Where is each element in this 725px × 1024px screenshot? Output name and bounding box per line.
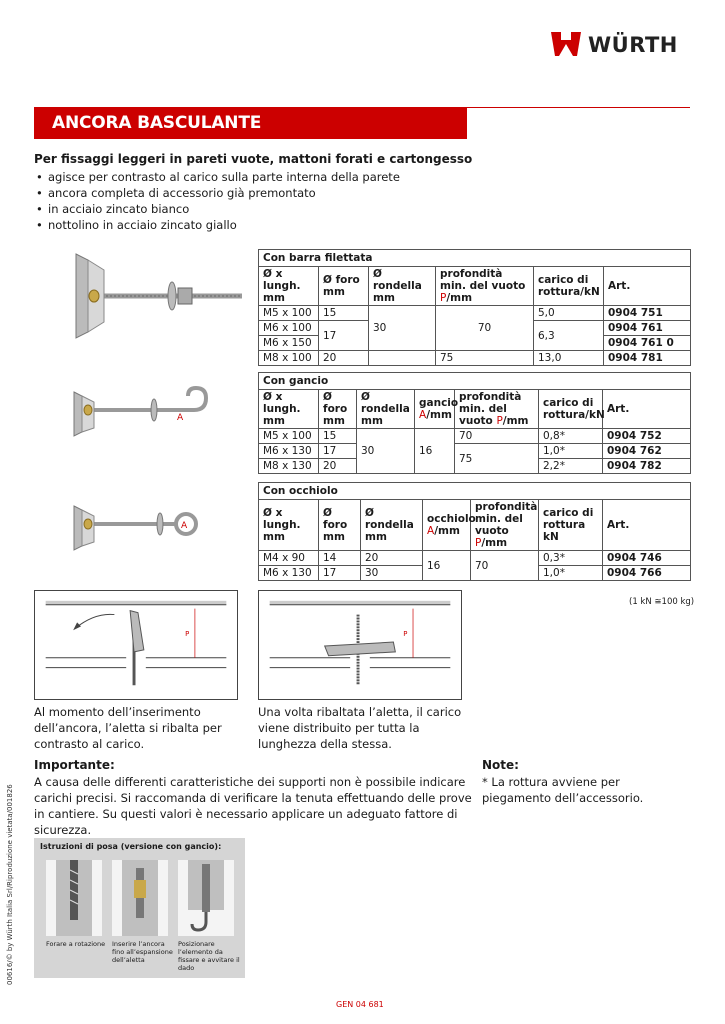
diagram-label-p: P: [185, 630, 190, 639]
feature-item: • ancora completa di accessorio già premontato: [34, 185, 684, 201]
anchor-threaded-rod-image: [64, 250, 250, 340]
hook-fasten-icon: [178, 860, 234, 936]
step-caption: Forare a rotazione: [46, 940, 106, 948]
title-bar: [34, 107, 467, 139]
brand-name: WÜRTH: [588, 33, 678, 57]
instructions-title: Istruzioni di posa (versione con gancio):: [40, 842, 222, 851]
step-insert-image: [112, 860, 168, 936]
table-caption: Con gancio: [259, 373, 691, 390]
table-row: M8 x 130 20 2,2* 0904 782: [259, 459, 691, 474]
table-row: M6 x 100 17 6,3 0904 761: [259, 321, 691, 336]
table-row: M5 x 100 15 30 16 70 0,8* 0904 752: [259, 429, 691, 444]
notes-heading: Note:: [482, 758, 519, 772]
table-row: M4 x 90 14 20 16 70 0,3* 0904 746: [259, 551, 691, 566]
diagram-label-a: A: [177, 413, 184, 423]
feature-list: [34, 169, 684, 233]
col-header: profondità min. del vuoto P/mm: [436, 267, 534, 306]
diagram-insertion-drawing: [35, 591, 237, 699]
diagram-loaded: [258, 590, 462, 700]
anchor-hook-image: [64, 380, 214, 450]
col-header: Art.: [604, 267, 691, 306]
caption-insertion: Al momento dell’inserimento dell’ancora, l’aletta si ribalta per contrasto al carico.: [34, 705, 222, 751]
col-header: carico di rottura/kN: [534, 267, 604, 306]
diagram-loaded-drawing: [259, 591, 461, 699]
unit-note: (1 kN ≅100 kg): [629, 597, 695, 607]
important-section: [34, 758, 474, 838]
diagram-label-a: A: [181, 521, 188, 531]
document-code: GEN 04 681: [336, 1000, 384, 1009]
table-caption: Con occhiolo: [259, 483, 691, 500]
insert-anchor-icon: [112, 860, 168, 936]
step-caption: Inserire l’ancora fino all’espansione dell’aletta: [112, 940, 173, 964]
table-caption: Con barra filettata: [259, 250, 691, 267]
feature-item: • nottolino in acciaio zincato giallo: [34, 217, 684, 233]
table-eye: [258, 482, 691, 581]
table-row: M6 x 130 17 30 1,0* 0904 766: [259, 566, 691, 581]
intro-section: [34, 152, 684, 233]
drill-icon: [46, 860, 102, 936]
diagram-label-p: P: [403, 630, 408, 639]
table-row: M5 x 100 15 30 70 5,0 0904 751: [259, 306, 691, 321]
table-row: M6 x 150 0904 761 0: [259, 336, 691, 351]
title-rule: [467, 107, 690, 108]
table-hook: [258, 372, 691, 474]
feature-item: • agisce per contrasto al carico sulla parte interna della parete: [34, 169, 684, 185]
table-header: [259, 267, 691, 306]
important-text: A causa delle differenti caratteristiche dei supporti non è possibile indicare carichi precisi. Si raccomanda di verificare la tenuta effettuando delle prove in cantiere. Su questi valori è necessario applicare un adeguato fattore di sicurezza.: [34, 775, 472, 837]
step-drill-image: [46, 860, 102, 936]
notes-section: [482, 758, 692, 806]
caption-loaded: Una volta ribaltata l’aletta, il carico viene distribuito per tutta la lunghezza della stessa.: [258, 705, 462, 751]
step-fasten-image: [178, 860, 234, 936]
wurth-logo-icon: [550, 30, 582, 60]
table-header: Ø x lungh. mm Ø foro mm Ø rondella mm occhiolo A/mm profondità min. del vuoto P/mm carico di rottura kN Art.: [259, 500, 691, 551]
anchor-eye-image: [64, 488, 214, 558]
installation-instructions: [34, 838, 245, 978]
col-header: Ø rondella mm: [369, 267, 436, 306]
table-row: M8 x 100 20 75 13,0 0904 781: [259, 351, 691, 366]
table-header: Ø x lungh. mm Ø foro mm Ø rondella mm gancio A/mm profondità min. del vuoto P/mm carico di rottura/kN Art.: [259, 390, 691, 429]
diagram-insertion: [34, 590, 238, 700]
intro-heading: Per fissaggi leggeri in pareti vuote, mattoni forati e cartongesso: [34, 152, 473, 166]
table-threaded-rod: [258, 249, 691, 366]
col-header: Ø foro mm: [319, 267, 369, 306]
important-heading: Importante:: [34, 758, 115, 772]
notes-text: * La rottura avviene per piegamento dell’accessorio.: [482, 775, 644, 805]
page-title: ANCORA BASCULANTE: [52, 113, 262, 133]
wurth-logo: [550, 30, 678, 60]
copyright-side-text: 00616/© by Würth Italia Srl/Riproduzione vietata/001826: [6, 784, 14, 985]
table-row: M6 x 130 17 75 1,0* 0904 762: [259, 444, 691, 459]
feature-item: • in acciaio zincato bianco: [34, 201, 684, 217]
col-header: Ø x lungh. mm: [259, 267, 319, 306]
step-caption: Posizionare l’elemento da fissare e avvitare il dado: [178, 940, 240, 972]
